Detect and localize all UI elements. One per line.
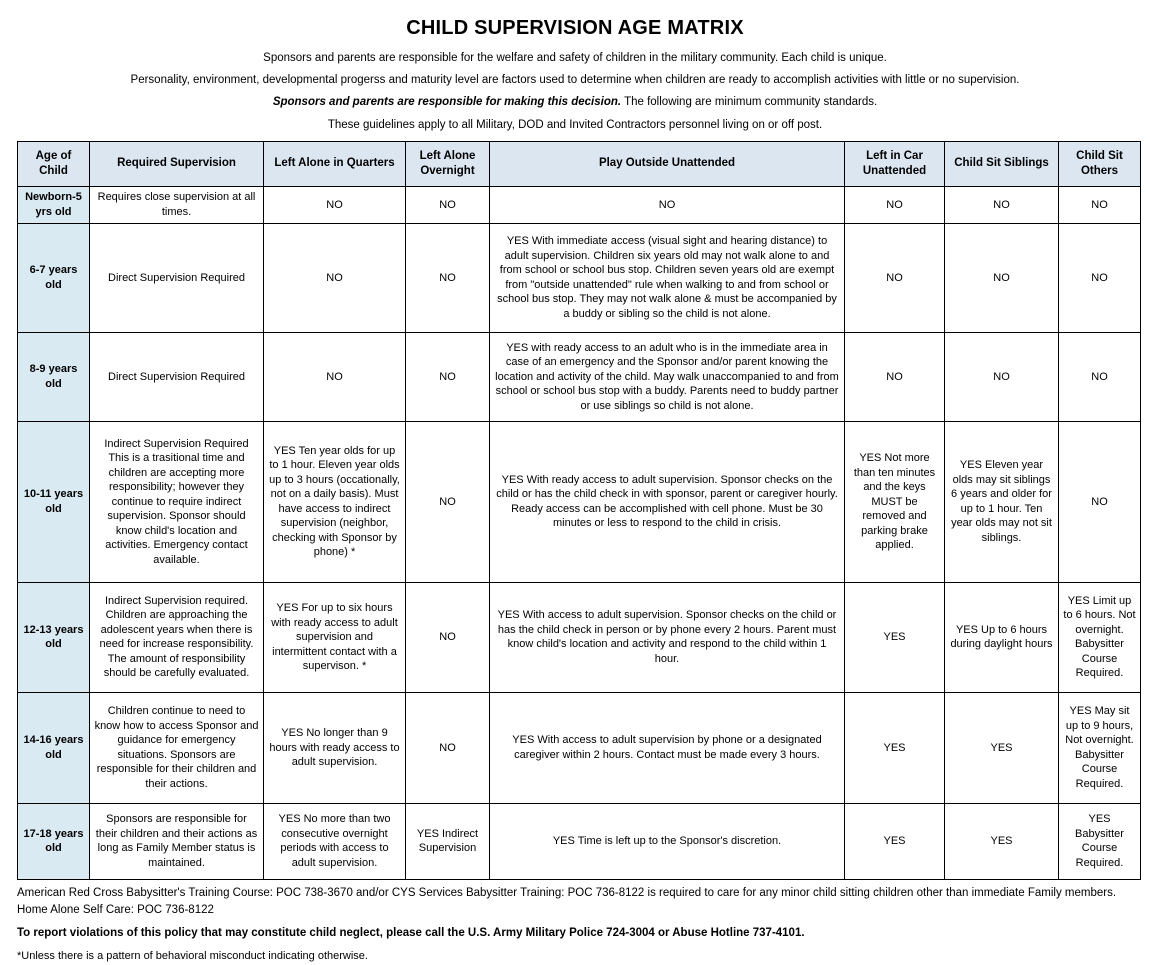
cell-required-supervision: Requires close supervision at all times. (90, 186, 264, 223)
cell-left-alone-overnight: NO (406, 692, 490, 803)
intro-emphasis: Sponsors and parents are responsible for making this decision. (272, 96, 622, 109)
cell-left-alone-overnight: NO (406, 223, 490, 332)
table-row (18, 692, 1141, 803)
table-row (18, 803, 1141, 879)
cell-sit-others: YES Limit up to 6 hours. Not overnight. Babysitter Course Required. (1059, 582, 1141, 692)
cell-play-outside: YES With immediate access (visual sight and hearing distance) to adult supervision. Children six years old may not walk alone to and from school or school bus stop. Children seven years old are exempt from "outside unattended" rule when walking to and from school or school bus stop. They may not walk alone & must be accompanied by a buddy or sibling so the child is not alone. (490, 223, 845, 332)
page-title: CHILD SUPERVISION AGE MATRIX (406, 17, 744, 39)
cell-play-outside: NO (490, 186, 845, 223)
cell-play-outside: YES With access to adult supervision. Sponsor checks on the child or has the child check in person or by phone every 2 hours. Parent must know child's location and activity and respond to the child within 1 hour. (490, 582, 845, 692)
cell-left-alone-overnight: NO (406, 582, 490, 692)
cell-sit-siblings: YES Up to 6 hours during daylight hours (945, 582, 1059, 692)
age-label: 12-13 years old (18, 582, 90, 692)
column-header-required-supervision: Required Supervision (90, 141, 264, 186)
cell-sit-others: NO (1059, 332, 1141, 421)
cell-left-in-car: NO (845, 332, 945, 421)
intro-block (0, 52, 1150, 132)
column-header-age-of-child: Age of Child (18, 141, 90, 186)
cell-sit-others: YES Babysitter Course Required. (1059, 803, 1141, 879)
cell-left-alone-quarters: YES No more than two consecutive overnight periods with access to adult supervision. (264, 803, 406, 879)
column-header-left-alone-overnight: Left Alone Overnight (406, 141, 490, 186)
table-row (18, 421, 1141, 582)
column-header-child-sit-siblings: Child Sit Siblings (945, 141, 1059, 186)
note-training-course: American Red Cross Babysitter's Training Course: POC 738-3670 and/or CYS Services Babysitter Training: POC 736-8122 is required to care for any minor child sitting children other than immediate Family members. Home Alone Self Care: POC 736-8122 (17, 886, 1117, 916)
cell-left-in-car: NO (845, 223, 945, 332)
age-label: 8-9 years old (18, 332, 90, 421)
cell-left-in-car: YES (845, 803, 945, 879)
table-row (18, 332, 1141, 421)
cell-left-alone-quarters: NO (264, 186, 406, 223)
cell-sit-others: NO (1059, 223, 1141, 332)
intro-line-3 (0, 96, 1150, 109)
note-asterisk-footnote: *Unless there is a pattern of behavioral misconduct indicating otherwise. (17, 949, 368, 962)
cell-left-alone-overnight: NO (406, 186, 490, 223)
column-header-play-outside-unattended: Play Outside Unattended (490, 141, 845, 186)
cell-left-in-car: YES (845, 692, 945, 803)
cell-sit-others: NO (1059, 186, 1141, 223)
age-label: 10-11 years old (18, 421, 90, 582)
table-row (18, 223, 1141, 332)
cell-required-supervision: Sponsors are responsible for their children and their actions as long as Family Member status is maintained. (90, 803, 264, 879)
cell-left-alone-quarters: NO (264, 223, 406, 332)
cell-play-outside: YES with ready access to an adult who is in the immediate area in case of an emergency and the Sponsor and/or parent knowing the location and activity of the child. May walk unaccompanied to and from school or school bus stop with a buddy. Parents need to buddy partner or use siblings so child is not alone. (490, 332, 845, 421)
age-label: Newborn-5 yrs old (18, 186, 90, 223)
column-header-left-in-car-unattended: Left in Car Unattended (845, 141, 945, 186)
cell-left-alone-quarters: YES Ten year olds for up to 1 hour. Eleven year olds up to 3 hours (occationally, not on a daily basis). Must have access to indirect supervision (neighbor, checking with Sponsor by phone) * (264, 421, 406, 582)
cell-sit-others: NO (1059, 421, 1141, 582)
cell-sit-siblings: NO (945, 332, 1059, 421)
supervision-matrix-table (17, 141, 1141, 880)
cell-left-alone-quarters: YES No longer than 9 hours with ready access to adult supervision. (264, 692, 406, 803)
cell-left-alone-quarters: NO (264, 332, 406, 421)
intro-emphasis-rest: The following are minimum community standards. (621, 96, 878, 109)
table-row (18, 582, 1141, 692)
age-label: 17-18 years old (18, 803, 90, 879)
age-label: 6-7 years old (18, 223, 90, 332)
intro-line-4: These guidelines apply to all Military, DOD and Invited Contractors personnel living on or off post. (327, 118, 823, 131)
column-header-left-alone-in-quarters: Left Alone in Quarters (264, 141, 406, 186)
child-supervision-age-matrix-page (0, 10, 1150, 962)
cell-required-supervision: Direct Supervision Required (90, 223, 264, 332)
cell-left-alone-overnight: YES Indirect Supervision (406, 803, 490, 879)
cell-left-alone-quarters: YES For up to six hours with ready access to adult supervision and intermittent contact with a supervison. * (264, 582, 406, 692)
cell-sit-siblings: YES (945, 803, 1059, 879)
cell-sit-siblings: YES (945, 692, 1059, 803)
cell-required-supervision: Children continue to need to know how to access Sponsor and guidance for emergency situations. Sponsors are responsible for their children and their actions. (90, 692, 264, 803)
matrix-container (0, 141, 1150, 880)
intro-line-1: Sponsors and parents are responsible for the welfare and safety of children in the military community. Each child is unique. (263, 52, 887, 64)
note-report-violations: To report violations of this policy that may constitute child neglect, please call the U.S. Army Military Police 724-3004 or Abuse Hotline 737-4101. (17, 927, 805, 940)
cell-required-supervision: Direct Supervision Required (90, 332, 264, 421)
cell-play-outside: YES Time is left up to the Sponsor's discretion. (490, 803, 845, 879)
cell-left-in-car: NO (845, 186, 945, 223)
column-header-child-sit-others: Child Sit Others (1059, 141, 1141, 186)
age-label: 14-16 years old (18, 692, 90, 803)
footer-notes (0, 880, 1150, 965)
cell-play-outside: YES With access to adult supervision by phone or a designated caregiver within 2 hours. Contact must be made every 3 hours. (490, 692, 845, 803)
cell-sit-others: YES May sit up to 9 hours, Not overnight. Babysitter Course Required. (1059, 692, 1141, 803)
cell-sit-siblings: YES Eleven year olds may sit siblings 6 years and older for up to 1 hour. Ten year olds may not sit siblings. (945, 421, 1059, 582)
cell-left-in-car: YES Not more than ten minutes and the keys MUST be removed and parking brake applied. (845, 421, 945, 582)
cell-sit-siblings: NO (945, 223, 1059, 332)
table-row (18, 186, 1141, 223)
intro-line-2: Personality, environment, developmental progerss and maturity level are factors used to determine when children are ready to accomplish activities with little or no supervision. (130, 74, 1020, 87)
cell-required-supervision: Indirect Supervision Required This is a trasitional time and children are accepting more responsibility; however they continue to require indirect supervision. Sponsor should know child's location and activities. Emergency contact available. (90, 421, 264, 582)
cell-left-alone-overnight: NO (406, 421, 490, 582)
cell-left-in-car: YES (845, 582, 945, 692)
cell-play-outside: YES With ready access to adult supervision. Sponsor checks on the child or has the child check in with sponsor, parent or caregiver hourly. Ready access can be accomplished with cell phone. Must be 30 minutes or less to respond to the child in crisis. (490, 421, 845, 582)
table-header-row (18, 141, 1141, 186)
cell-sit-siblings: NO (945, 186, 1059, 223)
cell-required-supervision: Indirect Supervision required. Children are approaching the adolescent years when there is need for increase responsibility. The amount of responsibility should be carefully evaluated. (90, 582, 264, 692)
cell-left-alone-overnight: NO (406, 332, 490, 421)
